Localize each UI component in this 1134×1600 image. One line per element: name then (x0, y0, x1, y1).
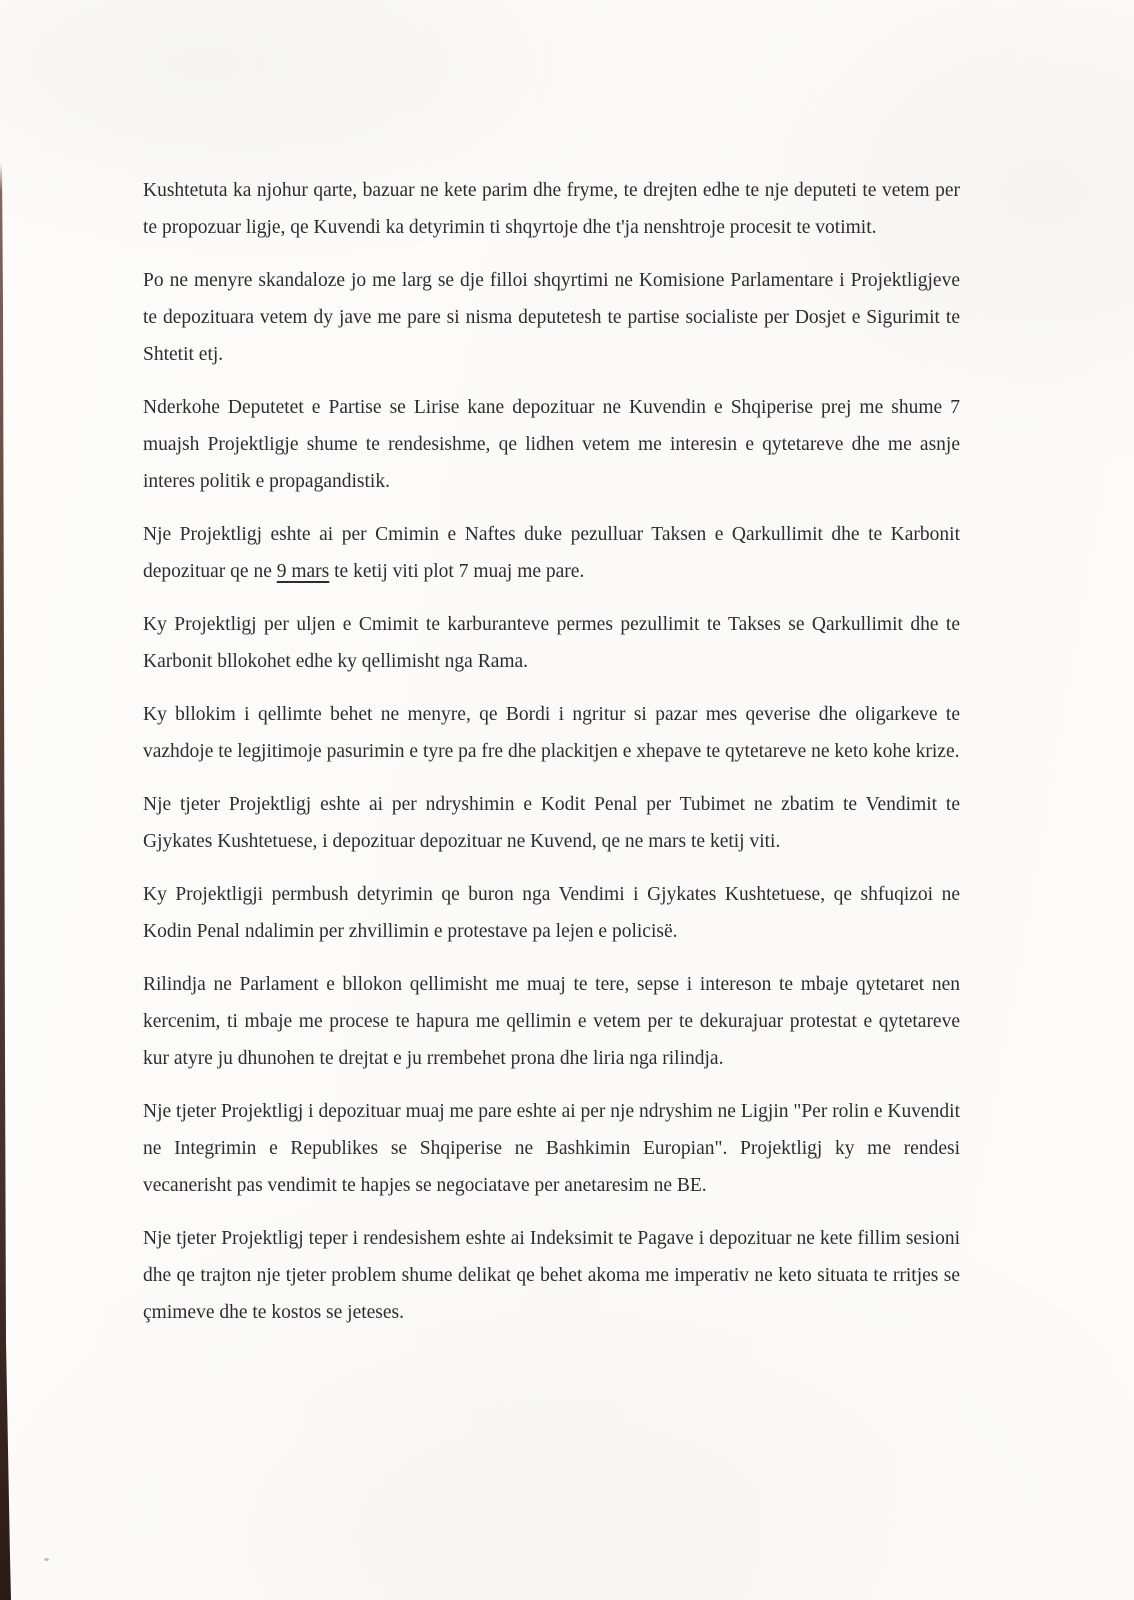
scan-speck-artifact (44, 1558, 49, 1561)
document-body (143, 172, 960, 1347)
paragraph-3: Nderkohe Deputetet e Partise se Lirise kane depozituar ne Kuvendin e Shqiperise prej me shume 7 muajsh Projektligje shume te rendesishme, qe lidhen vetem me interesin e qytetareve dhe me asnje interes politik e propagandistik. (143, 397, 960, 492)
paragraph-9: Rilindja ne Parlament e bllokon qellimisht me muaj te tere, sepse i intereson te mbaje qytetaret nen kercenim, ti mbaje me procese te hapura me qellimin e vetem per te dekurajuar protestat e qytetareve kur atyre ju dhunohen te drejtat e ju rrembehet prona dhe liria nga rilindja. (143, 974, 960, 1069)
paragraph-2: Po ne menyre skandaloze jo me larg se dje filloi shqyrtimi ne Komisione Parlamentare i Projektligjeve te depozituara vetem dy jave me pare si nisma deputetesh te partise socialiste per Dosjet e Sigurimit te Shtetit etj. (143, 270, 960, 365)
underlined-date: 9 mars (276, 561, 330, 582)
paragraph-7: Nje tjeter Projektligj eshte ai per ndryshimin e Kodit Penal per Tubimet ne zbatim te Vendimit te Gjykates Kushtetuese, i depozituar depozituar ne Kuvend, qe ne mars te ketij viti. (143, 794, 960, 852)
paragraph-5: Ky Projektligj per uljen e Cmimit te karburanteve permes pezullimit te Takses se Qarkullimit dhe te Karbonit bllokohet edhe ky qellimisht nga Rama. (143, 614, 960, 672)
paragraph-8: Ky Projektligji permbush detyrimin qe buron nga Vendimi i Gjykates Kushtetuese, qe shfuqizoi ne Kodin Penal ndalimin per zhvillimin e protestave pa lejen e policisë. (143, 884, 960, 942)
scan-edge-artifact (0, 163, 11, 1600)
paragraph-1: Kushtetuta ka njohur qarte, bazuar ne kete parim dhe fryme, te drejten edhe te nje deputeti te vetem per te propozuar ligje, qe Kuvendi ka detyrimin ti shqyrtoje dhe t'ja nenshtroje procesit te votimit. (143, 180, 960, 238)
paragraph-4-segment: Nje Projektligj eshte ai per Cmimin e Naftes duke pezulluar Taksen e Qarkullimit dhe te Karbonit depozituar qe ne (143, 524, 960, 582)
paragraph-6: Ky bllokim i qellimte behet ne menyre, qe Bordi i ngritur si pazar mes qeverise dhe oligarkeve te vazhdoje te legjitimoje pasurimin e tyre pa fre dhe plackitjen e xhepave te qytetareve ne keto kohe krize. (143, 704, 960, 762)
paragraph-4-segment: te ketij viti plot 7 muaj me pare. (329, 561, 585, 582)
paragraph-4 (143, 516, 960, 590)
paragraph-10: Nje tjeter Projektligj i depozituar muaj me pare eshte ai per nje ndryshim ne Ligjin "Per rolin e Kuvendit ne Integrimin e Republikes se Shqiperise ne Bashkimin Europian". Projektligj ky me rendesi vecanerisht pas vendimit te hapjes se negociatave per anetaresim ne BE. (143, 1101, 960, 1196)
paragraph-11: Nje tjeter Projektligj teper i rendesishem eshte ai Indeksimit te Pagave i depozituar ne kete fillim sesioni dhe qe trajton nje tjeter problem shume delikat qe behet akoma me imperativ ne keto situata te rritjes se çmimeve dhe te kostos se jeteses. (143, 1228, 960, 1323)
